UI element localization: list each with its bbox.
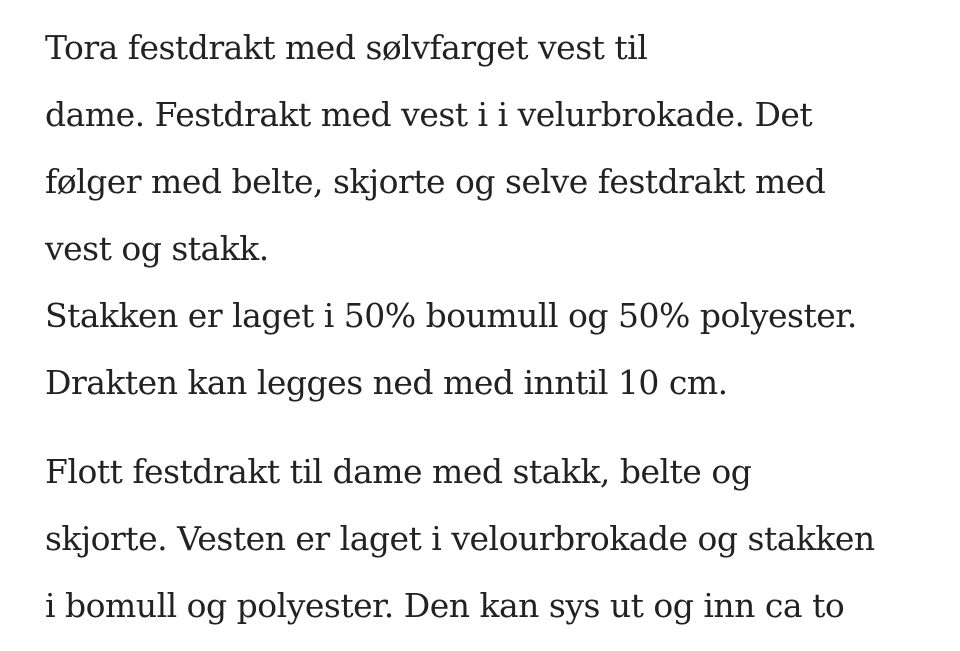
- text-line: Drakten kan legges ned med inntil 10 cm.: [45, 363, 728, 402]
- text-line: skjorte. Vesten er laget i velourbrokade og stakken: [45, 519, 875, 558]
- description-paragraph-1: [45, 14, 940, 416]
- text-line: vest og stakk.: [45, 229, 269, 268]
- text-line: dame. Festdrakt med vest i i velurbrokade. Det: [45, 95, 813, 134]
- text-line: Stakken er laget i 50% boumull og 50% polyester.: [45, 296, 857, 335]
- text-line: i bomull og polyester. Den kan sys ut og inn ca to: [45, 586, 845, 625]
- text-line: Flott festdrakt til dame med stakk, belte og: [45, 452, 752, 491]
- description-paragraph-2: [45, 438, 940, 639]
- text-line: følger med belte, skjorte og selve festdrakt med: [45, 162, 826, 201]
- text-line: Tora festdrakt med sølvfarget vest til: [45, 28, 648, 67]
